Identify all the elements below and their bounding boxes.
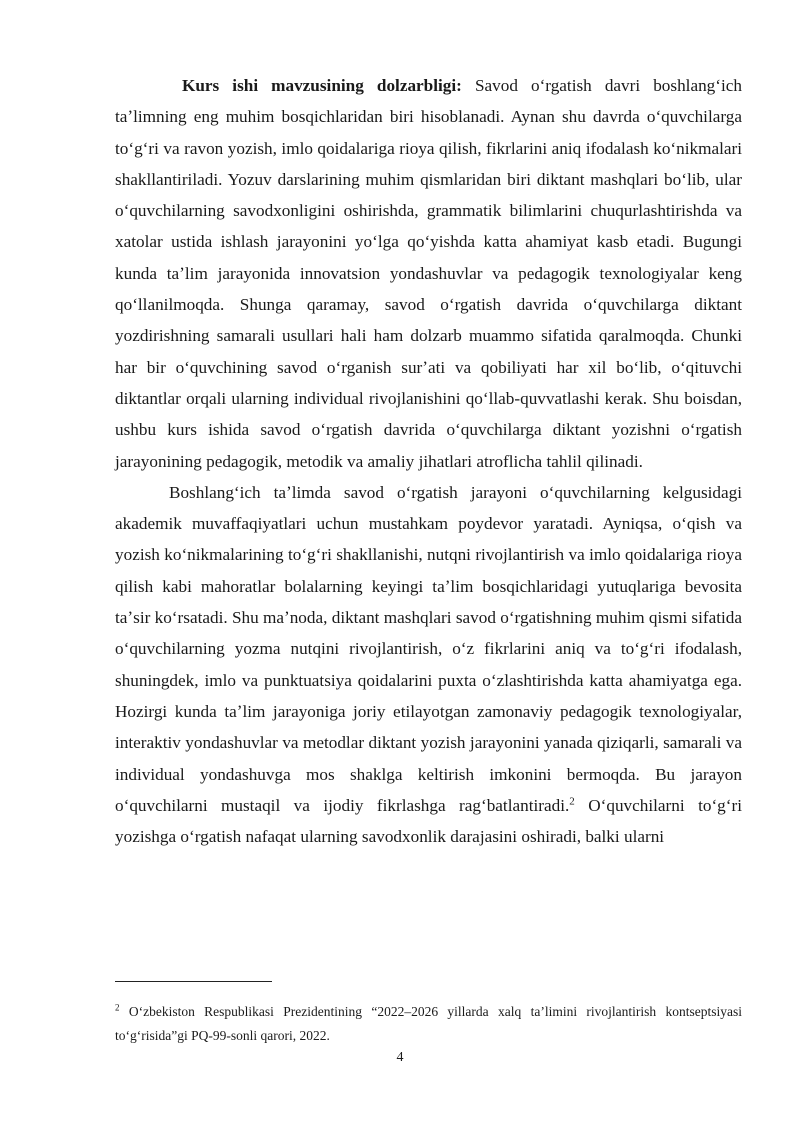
page-number: 4 <box>396 1050 404 1065</box>
paragraph-literacy <box>115 477 742 853</box>
footnote-text: Oʻzbekiston Respublikasi Prezidentining “2022–2026 yillarda xalq taʼlimini rivojlantirish kontseptsiyasi toʻgʻrisida”gi PQ-99-sonli qarori, 2022. <box>115 1004 742 1043</box>
paragraph-heading: Kurs ishi mavzusining dolzarbligi: <box>182 76 462 95</box>
paragraph-relevance <box>115 70 742 477</box>
footnote <box>115 1000 742 1048</box>
footnote-reference[interactable]: 2 <box>569 795 575 808</box>
footnote-divider <box>115 981 272 982</box>
paragraph-text: Boshlangʻich taʼlimda savod oʻrgatish jarayoni oʻquvchilarning kelgusidagi akademik muvaffaqiyatlari uchun mustahkam poydevor yaratadi. Ayniqsa, oʻqish va yozish koʻnikmalarining toʻgʻri shakllanishi, nutqni rivojlantirish va imlo qoidalariga rioya qilish kabi mahoratlar bolalarning keyingi taʼlim bosqichlaridagi yutuqlariga bevosita taʼsir koʻrsatadi. Shu maʼnoda, diktant mashqlari savod oʻrgatishning muhim qismi sifatida oʻquvchilarning yozma nutqini rivojlantirish, oʻz fikrlarini aniq va toʻgʻri ifodalash, shuningdek, imlo va punktuatsiya qoidalarini puxta oʻzlashtirishda katta ahamiyatga ega. Hozirgi kunda taʼlim jarayoniga joriy etilayotgan zamonaviy pedagogik texnologiyalar, interaktiv yondashuvlar va metodlar diktant yozish jarayonini yanada qiziqarli, samarali va individual yondashuvga mos shaklga keltirish imkonini bermoqda. Bu jarayon oʻquvchilarni mustaqil va ijodiy fikrlashga ragʻbatlantiradi. <box>115 482 742 815</box>
body-text <box>115 70 742 852</box>
footnote-marker: 2 <box>115 1002 120 1013</box>
paragraph-text: Savod oʻrgatish davri boshlangʻich taʼlimning eng muhim bosqichlaridan biri hisoblanadi. Aynan shu davrda oʻquvchilarga toʻgʻri va ravon yozish, imlo qoidalariga rioya qilish, fikrlarini aniq ifodalash koʻnikmalari shakllantiriladi. Yozuv darslarining muhim qismlaridan biri diktant mashqlari boʻlib, ular oʻquvchilarning savodxonligini oshirishda, grammatik bilimlarini chuqurlashtirishda va xatolar ustida ishlash jarayonini yoʻlga qoʻyishda katta ahamiyat kasb etadi. Bugungi kunda taʼlim jarayonida innovatsion yondashuvlar va pedagogik texnologiyalar keng qoʻllanilmoqda. Shunga qaramay, savod oʻrgatish davrida oʻquvchilarga diktant yozdirishning samarali usullari hali ham dolzarb muammo sifatida qaralmoqda. Chunki har bir oʻquvchining savod oʻrganish surʼati va qobiliyati har xil boʻlib, oʻqituvchi diktantlar orqali ularning individual rivojlanishini qoʻllab-quvvatlashi kerak. Shu boisdan, ushbu kurs ishida savod oʻrgatish davrida oʻquvchilarga diktant yozishni oʻrgatish jarayonining pedagogik, metodik va amaliy jihatlari atroflicha tahlil qilinadi. <box>115 76 742 471</box>
paragraph-text-tail: Oʻquvchilarni toʻgʻri yozishga oʻrgatish nafaqat ularning savodxonlik darajasini oshiradi, balki ularni <box>115 795 742 847</box>
